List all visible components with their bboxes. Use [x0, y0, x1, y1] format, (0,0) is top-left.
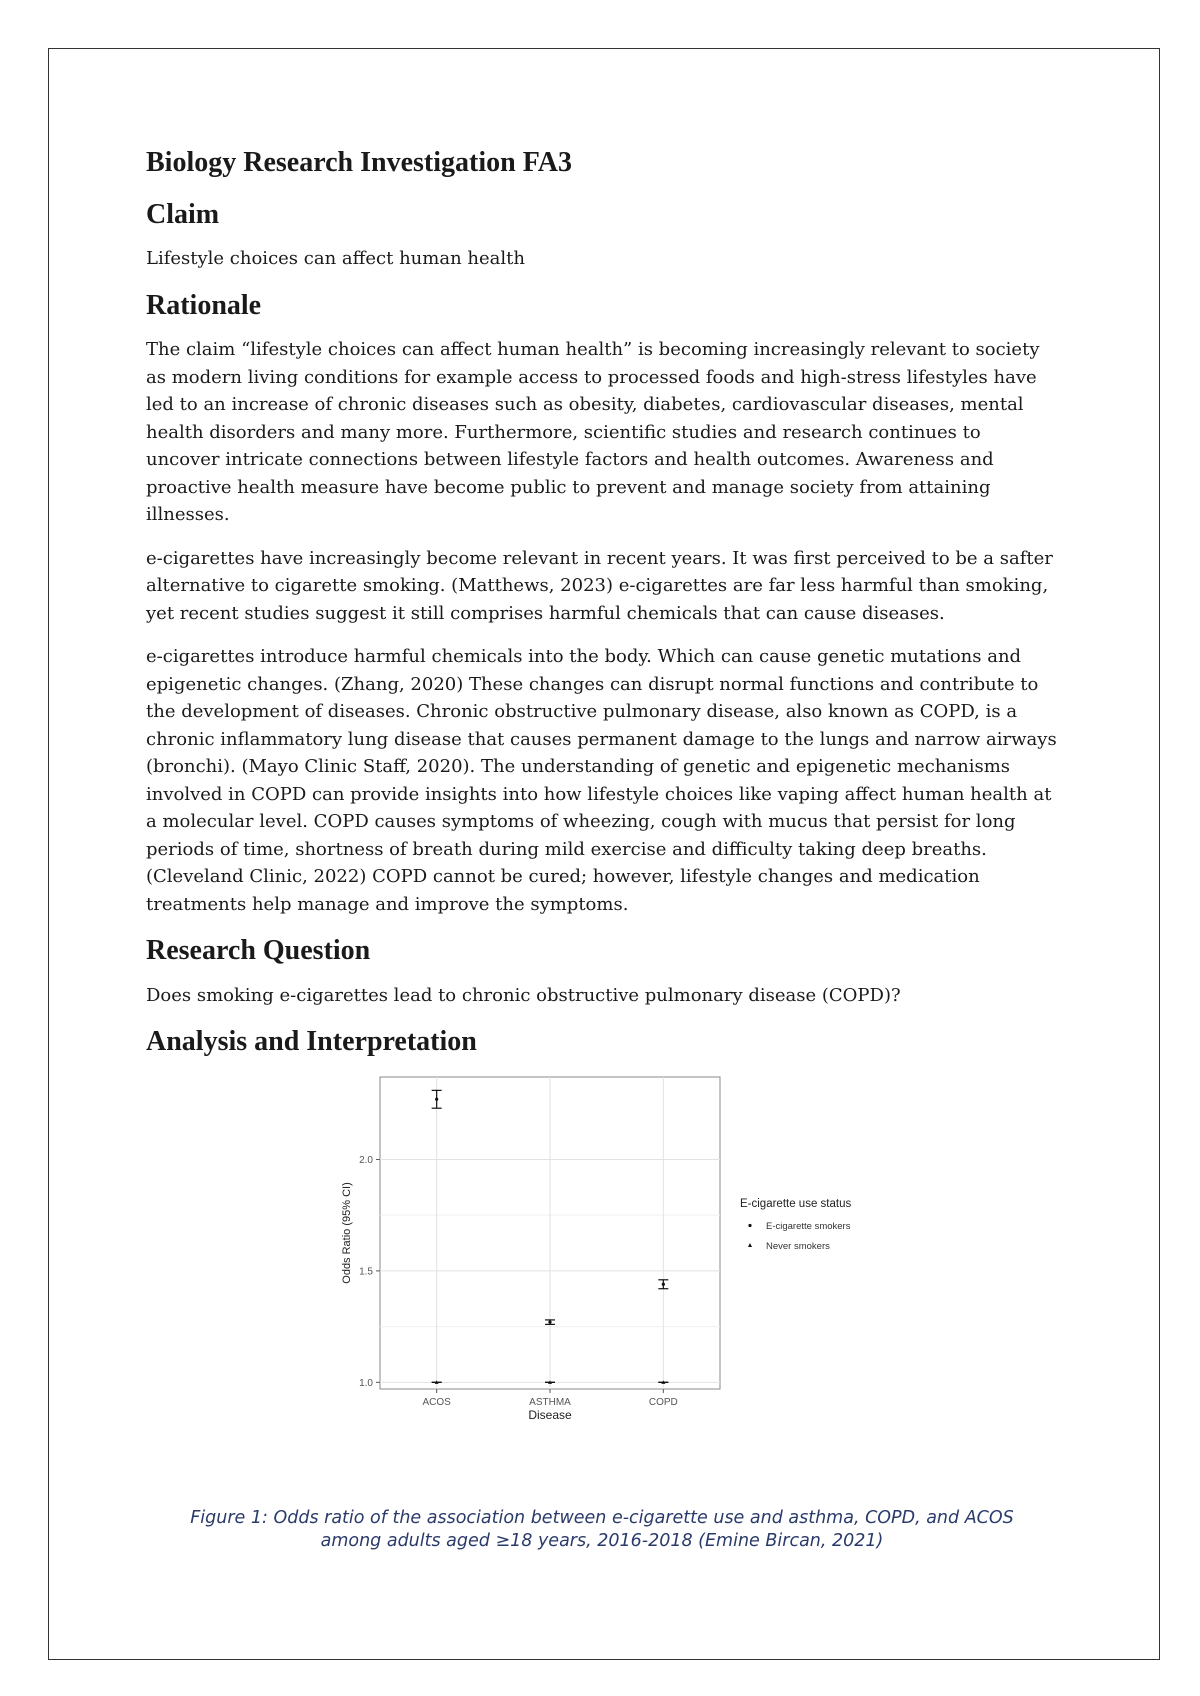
y-tick-label: 2.0	[359, 1154, 373, 1166]
legend-key	[748, 1243, 752, 1247]
y-axis-title: Odds Ratio (95% CI)	[341, 1182, 353, 1284]
y-tick-label: 1.5	[359, 1266, 373, 1278]
x-axis-title: Disease	[528, 1407, 572, 1422]
legend-entry: E-cigarette smokers	[766, 1220, 851, 1232]
legend-title: E-cigarette use status	[740, 1197, 852, 1210]
document-title: Biology Research Investigation FA3	[146, 147, 572, 178]
document-body	[146, 146, 1058, 1553]
claim-heading: Claim	[146, 198, 220, 230]
rationale-paragraph-1: The claim “lifestyle choices can affect human health” is becoming increasingly relevant to society as modern living conditions for example access to processed foods and high-stress lifestyles have led to an increase of chronic diseases such as obesity, diabetes, cardiovascular diseases, mental health disorders and many more. Furthermore, scientific studies and research continues to uncover intricate connections between lifestyle factors and health outcomes. Awareness and proactive health measure have become public to prevent and manage society from attaining illnesses.	[146, 339, 1040, 526]
legend-key	[748, 1224, 751, 1227]
figure-1	[146, 1067, 1058, 1507]
rationale-heading: Rationale	[146, 289, 262, 321]
point-e-cigarette-smokers	[548, 1321, 551, 1324]
y-tick-label: 1.0	[359, 1377, 373, 1389]
point-e-cigarette-smokers	[435, 1098, 438, 1101]
research-question-heading: Research Question	[146, 935, 371, 967]
x-tick-label: ASTHMA	[529, 1396, 571, 1408]
legend-entry: Never smokers	[766, 1240, 830, 1252]
rationale-paragraph-3: e-cigarettes introduce harmful chemicals into the body. Which can cause genetic mutations and epigenetic changes. (Zhang, 2020) These changes can disrupt normal functions and contribute to the development of diseases. Chronic obstructive pulmonary disease, also known as COPD, is a chronic inflammatory lung disease that causes permanent damage to the lungs and narrow airways (bronchi). (Mayo Clinic Staff, 2020). The understanding of genetic and epigenetic mechanisms involved in COPD can provide insights into how lifestyle choices like vaping affect human health at a molecular level. COPD causes symptoms of wheezing, cough with mucus that persist for long periods of time, shortness of breath during mild exercise and difficulty taking deep breaths. (Cleveland Clinic, 2022) COPD cannot be cured; however, lifestyle changes and medication treatments help manage and improve the symptoms.	[146, 646, 1057, 915]
analysis-heading: Analysis and Interpretation	[146, 1026, 477, 1058]
point-e-cigarette-smokers	[662, 1283, 665, 1286]
claim-text: Lifestyle choices can affect human health	[146, 248, 525, 270]
research-question-text: Does smoking e-cigarettes lead to chronic obstructive pulmonary disease (COPD)?	[146, 984, 901, 1006]
rationale-paragraph-2: e-cigarettes have increasingly become relevant in recent years. It was first perceived to be a safter alternative to cigarette smoking. (Matthews, 2023) e-cigarettes are far less harmful than smoking, yet recent studies suggest it still comprises harmful chemicals that can cause diseases.	[146, 547, 1053, 624]
x-tick-label: COPD	[648, 1396, 678, 1408]
x-tick-label: ACOS	[422, 1396, 451, 1408]
odds-ratio-chart	[146, 1067, 1058, 1437]
figure-caption: Figure 1: Odds ratio of the association between e-cigarette use and asthma, COPD, and ACOS among adults aged ≥18 years, 2016-2018 (Emine Bircan, 2021)	[190, 1507, 1014, 1551]
